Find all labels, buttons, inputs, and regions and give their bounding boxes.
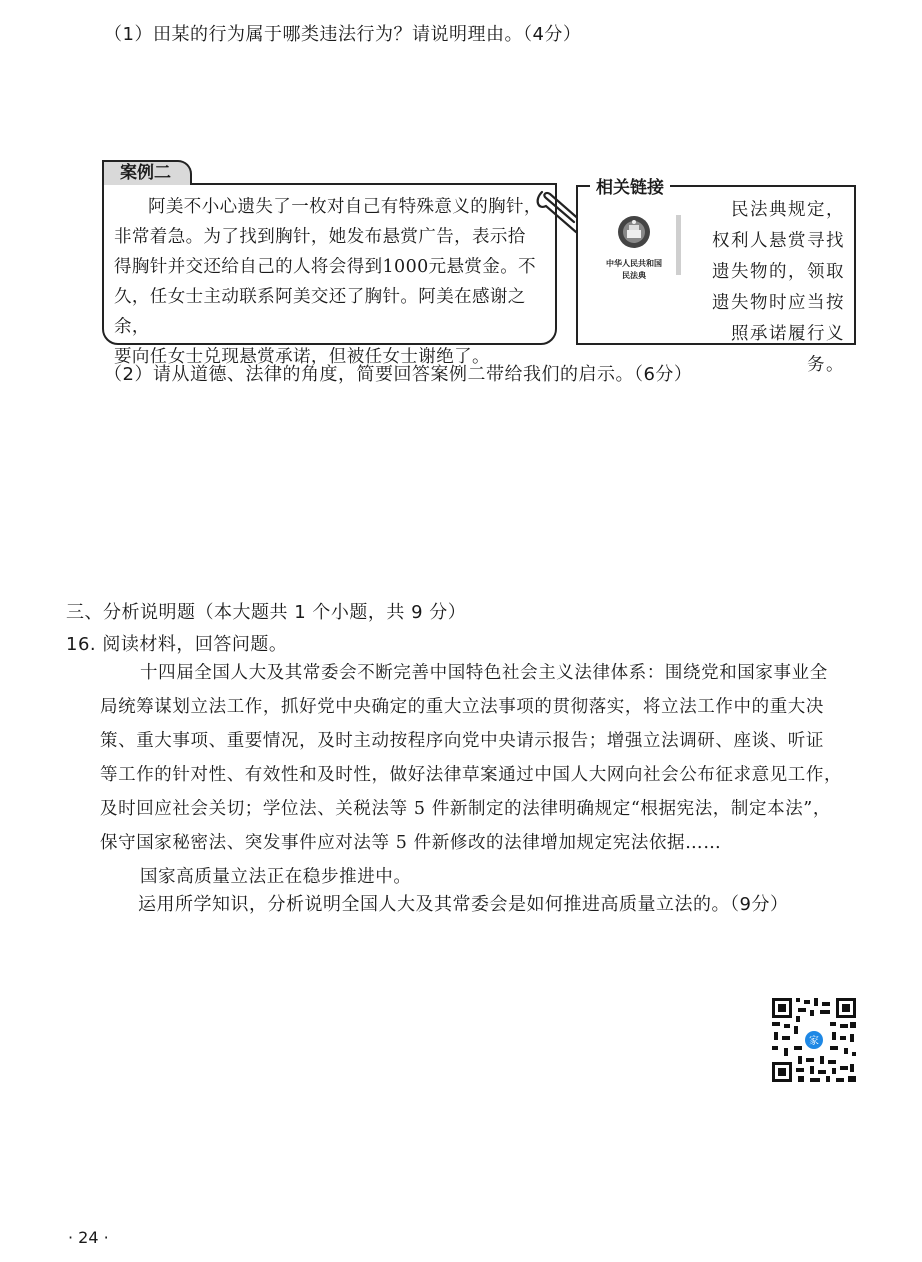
material-line: 十四届全国人大及其常委会不断完善中国特色社会主义法律体系：围绕党和国家事业全 [140, 663, 828, 683]
material-line: 保守国家秘密法、突发事件应对法等 5 件新修改的法律增加规定宪法依据…… [100, 833, 722, 853]
case-two-tab: 案例二 [102, 160, 192, 185]
material-line: 等工作的针对性、有效性和及时性，做好法律草案通过中国人大网向社会公布征求意见工作， [100, 765, 843, 785]
section-three-heading: 三、分析说明题（本大题共 1 个小题，共 9 分） [66, 602, 467, 623]
link-line: 遗失物时应当按 [712, 293, 845, 313]
case-line: 得胸针并交还给自己的人将会得到1000元悬赏金。不 [114, 257, 537, 277]
link-line: 遗失物的，领取 [712, 262, 845, 282]
material-text [100, 656, 860, 894]
page-number: · 24 · [68, 1228, 109, 1247]
case-line: 久，任女士主动联系阿美交还了胸针。阿美在感谢之余， [114, 287, 526, 337]
link-line: 民法典规定， [731, 200, 845, 220]
related-link-text [695, 195, 845, 381]
book-divider [676, 215, 681, 275]
case-line: 阿美不小心遗失了一枚对自己有特殊意义的胸针， [148, 197, 542, 217]
national-emblem-icon [616, 214, 652, 250]
material-line: 局统筹谋划立法工作，抓好党中央确定的重大立法事项的贯彻落实，将立法工作中的重大决 [100, 697, 824, 717]
material-line: 及时回应社会关切；学位法、关税法等 5 件新制定的法律明确规定“根据宪法，制定本法”， [100, 799, 831, 819]
related-link-title: 相关链接 [590, 173, 670, 198]
question-16: 运用所学知识，分析说明全国人大及其常委会是如何推进高质量立法的。（9分） [138, 894, 789, 915]
case-line: 要向任女士兑现悬赏承诺，但被任女士谢绝了。 [114, 347, 490, 367]
book-caption-line: 民法典 [622, 271, 646, 280]
civil-code-book [598, 214, 670, 282]
qr-badge: 家 [809, 1036, 819, 1047]
material-line: 策、重大事项、重要情况，及时主动按程序向党中央请示报告；增强立法调研、座谈、听证 [100, 731, 824, 751]
question-1: （1）田某的行为属于哪类违法行为？请说明理由。（4分） [104, 24, 582, 45]
case-two-text [114, 192, 550, 372]
question-16-label: 16. 阅读材料，回答问题。 [66, 634, 288, 655]
link-line: 照承诺履行义务。 [731, 324, 845, 375]
question-2: （2）请从道德、法律的角度，简要回答案例二带给我们的启示。（6分） [104, 364, 693, 385]
book-caption-line: 中华人民共和国 [606, 259, 662, 268]
qr-code[interactable] [770, 996, 858, 1084]
material-conclusion: 国家高质量立法正在稳步推进中。 [140, 867, 412, 887]
case-line: 非常着急。为了找到胸针，她发布悬赏广告，表示拾 [114, 227, 526, 247]
link-line: 权利人悬赏寻找 [712, 231, 845, 251]
